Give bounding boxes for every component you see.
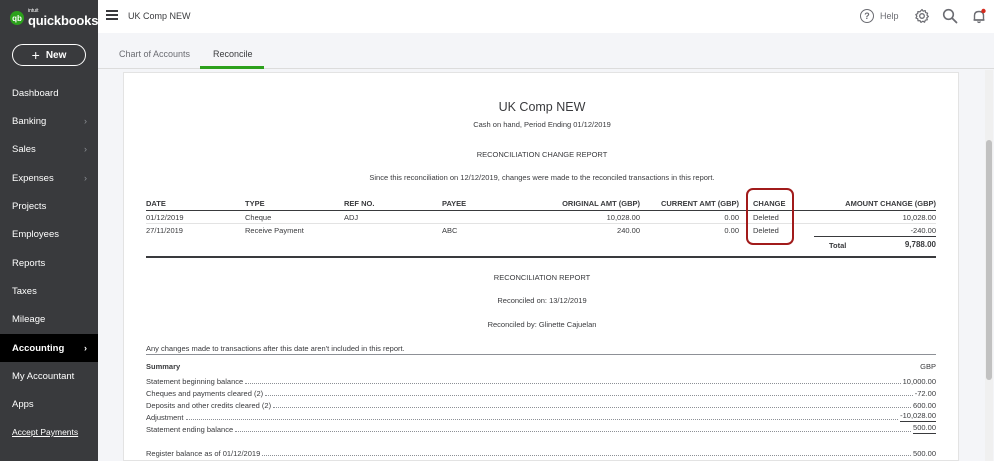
col-header-change: CHANGE [753, 199, 786, 208]
row2-amount: -240.00 [910, 226, 936, 235]
bell-icon[interactable] [971, 8, 987, 24]
company-name: UK Comp NEW [128, 11, 191, 21]
help-icon[interactable]: ? [860, 9, 874, 23]
summary-row-label: Statement beginning balance [146, 377, 244, 386]
summary-row-value: 10,000.00 [902, 377, 936, 386]
change-column-highlight [746, 188, 794, 245]
row2-date: 27/11/2019 [146, 226, 183, 235]
col-header-type: TYPE [245, 199, 265, 208]
register-balance-row [146, 449, 936, 458]
sidebar-item-apps[interactable] [0, 390, 98, 418]
hamburger-menu-icon[interactable] [106, 10, 118, 20]
summary-row-ending [146, 425, 936, 434]
sidebar-item-projects[interactable] [0, 192, 98, 220]
reconciled-by: Reconciled by: Glinette Cajuelan [487, 320, 597, 329]
sidebar-item-label: Taxes [12, 285, 37, 297]
summary-row-value: 500.00 [913, 423, 936, 432]
summary-label: Summary [146, 362, 181, 371]
sidebar-item-label: Accounting [12, 342, 65, 354]
summary-row-value: -72.00 [914, 389, 936, 398]
logo-quickbooks-text: quickbooks [28, 13, 99, 28]
summary-top-rule [146, 354, 936, 355]
row1-ref: ADJ [344, 213, 359, 222]
quickbooks-logo-icon: qb [10, 11, 24, 25]
sidebar-item-taxes[interactable] [0, 277, 98, 305]
logo-intuit-text: intuit [28, 8, 39, 14]
summary-row-value: 600.00 [913, 401, 936, 410]
plus-icon: + [31, 47, 40, 63]
sidebar-item-sales[interactable] [0, 135, 98, 163]
tab-chart-of-accounts[interactable]: Chart of Accounts [119, 49, 191, 59]
chevron-right-icon: › [84, 343, 87, 353]
sidebar-item-label: My Accountant [12, 370, 75, 382]
col-header-amount-change: AMOUNT CHANGE (GBP) [845, 199, 936, 208]
sidebar-item-label: Mileage [12, 313, 46, 325]
summary-row-label: Deposits and other credits cleared (2) [146, 401, 272, 410]
row1-date: 01/12/2019 [146, 213, 184, 222]
sidebar-item-label: Expenses [12, 172, 54, 184]
sidebar-item-expenses[interactable] [0, 164, 98, 192]
help-label[interactable]: Help [880, 11, 899, 21]
reconciliation-report [123, 72, 959, 461]
row2-original: 240.00 [617, 226, 640, 235]
total-rule [814, 236, 936, 237]
currency-label: GBP [920, 362, 936, 371]
quickbooks-logo[interactable] [10, 8, 98, 28]
sidebar-item-label: Sales [12, 143, 36, 155]
recon-report-title: RECONCILIATION REPORT [493, 273, 591, 282]
sidebar-item-accounting[interactable] [0, 334, 98, 362]
report-subtitle: Cash on hand, Period Ending 01/12/2019 [473, 120, 611, 129]
row2-type[interactable]: Receive Payment [245, 226, 304, 235]
sidebar-item-accept-payments[interactable] [0, 418, 98, 446]
section-end-rule [146, 256, 936, 258]
register-balance-value: 500.00 [913, 449, 936, 458]
scrollbar-thumb[interactable] [986, 140, 992, 380]
summary-row-value: -10,028.00 [900, 411, 936, 420]
row2-current: 0.00 [724, 226, 739, 235]
row1-type[interactable]: Cheque [245, 213, 272, 222]
sidebar-item-label: Dashboard [12, 87, 59, 99]
register-balance-label: Register balance as of 01/12/2019 [146, 449, 261, 458]
new-button[interactable] [12, 44, 86, 66]
sidebar-item-my-accountant[interactable] [0, 362, 98, 390]
row2-payee: ABC [442, 226, 458, 235]
sidebar-item-label: Reports [12, 257, 46, 269]
summary-row-label: Cheques and payments cleared (2) [146, 389, 264, 398]
col-header-payee: PAYEE [442, 199, 467, 208]
sidebar-item-label: Accept Payments [12, 427, 79, 437]
sidebar-item-banking[interactable] [0, 107, 98, 135]
summary-row-deposits [146, 401, 936, 410]
sidebar-item-label: Apps [12, 398, 34, 410]
col-header-ref: REF NO. [344, 199, 375, 208]
sidebar-item-employees[interactable] [0, 220, 98, 248]
sidebar-item-dashboard[interactable] [0, 79, 98, 107]
summary-row-label: Statement ending balance [146, 425, 234, 434]
sidebar-item-label: Banking [12, 115, 47, 127]
col-header-original-amt: ORIGINAL AMT (GBP) [562, 199, 640, 208]
chevron-right-icon: › [84, 173, 87, 183]
summary-row-cheques [146, 389, 936, 398]
tab-bar [98, 33, 994, 69]
row2-change: Deleted [753, 226, 779, 235]
search-icon[interactable] [942, 8, 958, 24]
new-button-label: New [45, 49, 67, 61]
sidebar-item-label: Employees [12, 228, 59, 240]
tab-reconcile[interactable]: Reconcile [213, 49, 253, 59]
header-rule [146, 210, 936, 211]
chevron-right-icon: › [84, 116, 87, 126]
col-header-current-amt: CURRENT AMT (GBP) [660, 199, 739, 208]
col-header-date: DATE [146, 199, 166, 208]
reconciled-on: Reconciled on: 13/12/2019 [497, 296, 587, 305]
report-company-title: UK Comp NEW [498, 100, 586, 114]
row1-original: 10,028.00 [606, 213, 640, 222]
total-value: 9,788.00 [904, 240, 936, 249]
row-divider [146, 223, 936, 224]
top-header [98, 0, 994, 33]
row1-current: 0.00 [724, 213, 739, 222]
chevron-right-icon: › [84, 144, 87, 154]
total-label: Total [829, 241, 847, 250]
change-report-note: Since this reconciliation on 12/12/2019, changes were made to the reconciled transactions in this report. [369, 173, 715, 182]
row1-change: Deleted [753, 213, 779, 222]
change-report-title: RECONCILIATION CHANGE REPORT [476, 150, 608, 159]
summary-row-beginning [146, 377, 936, 386]
sidebar-item-label: Projects [12, 200, 47, 212]
row1-amount: 10,028.00 [902, 213, 936, 222]
summary-row-label: Adjustment [146, 413, 184, 422]
summary-row-adjustment [146, 413, 936, 422]
sidebar-item-mileage[interactable] [0, 305, 98, 333]
changes-note: Any changes made to transactions after this date aren't included in this report. [146, 344, 405, 353]
sidebar [0, 0, 98, 461]
gear-icon[interactable] [914, 8, 930, 24]
sidebar-item-reports[interactable] [0, 249, 98, 277]
